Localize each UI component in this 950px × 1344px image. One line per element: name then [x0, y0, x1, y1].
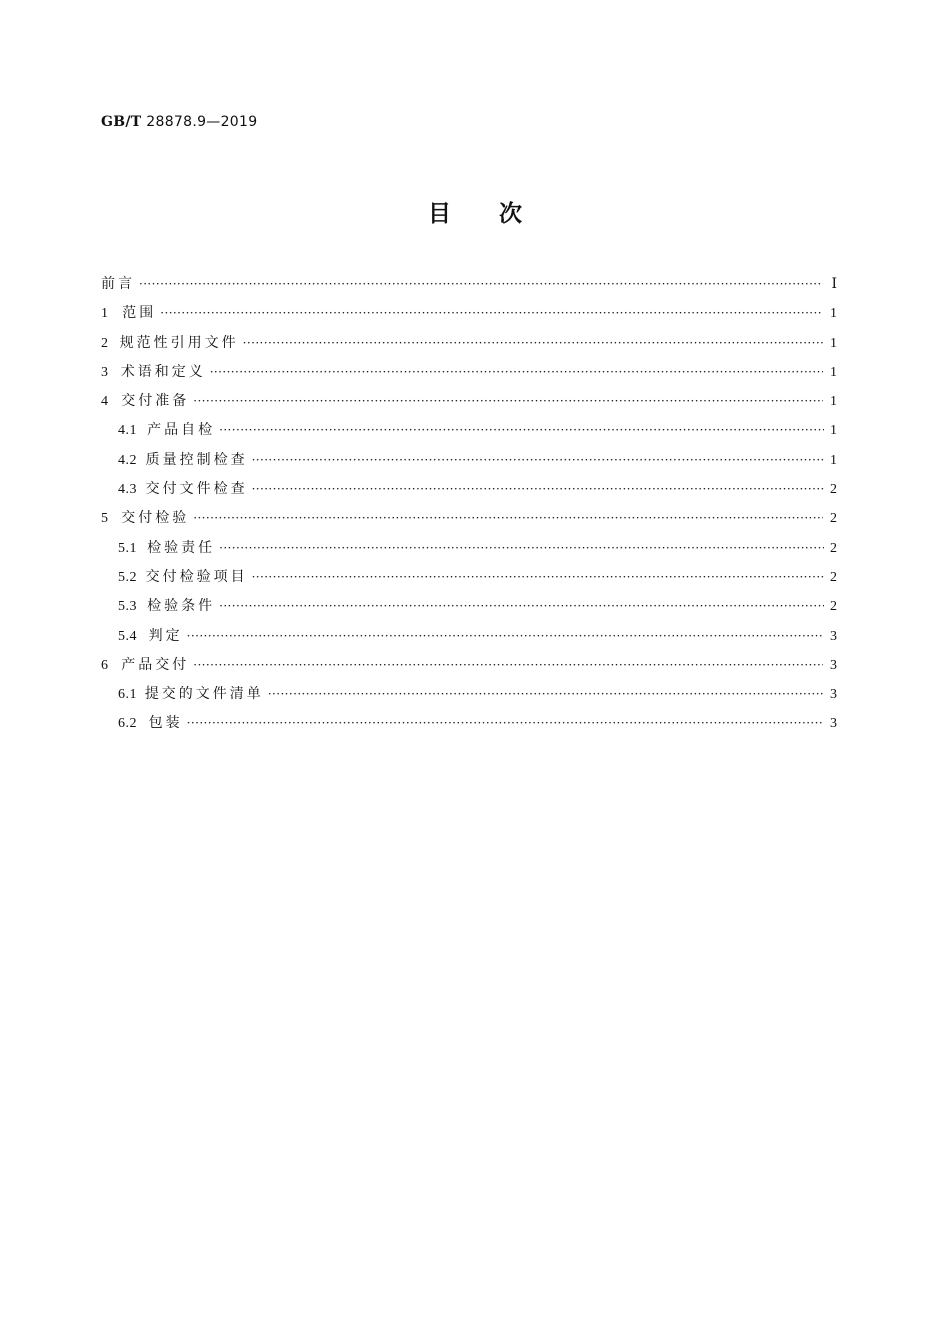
toc-entry-number: 4.2: [118, 452, 137, 468]
toc-leader-dots: [187, 709, 823, 738]
toc-entry-page: 3: [829, 628, 837, 644]
toc-entry-label: 质量控制检查: [145, 451, 248, 468]
toc-entry[interactable]: [101, 416, 837, 445]
standard-code: [101, 114, 257, 130]
toc-entry-label: 交付准备: [121, 393, 190, 410]
toc-entry-number: 5.1: [118, 540, 137, 556]
toc-leader-dots: [219, 416, 823, 445]
toc-entry[interactable]: [101, 329, 837, 358]
standard-number: 28878.9—2019: [146, 114, 258, 130]
standard-prefix: GB/T: [101, 114, 142, 130]
toc-leader-dots: [252, 563, 824, 592]
toc-leader-dots: [210, 358, 824, 387]
toc-entry-page: 1: [830, 335, 837, 351]
toc-entry-page: Ⅰ: [831, 277, 837, 292]
toc-entry-page: 1: [830, 423, 837, 439]
toc-leader-dots: [243, 329, 824, 358]
table-of-contents: [101, 270, 837, 739]
toc-entry-number: 5.3: [118, 599, 137, 615]
toc-entry-label: 规范性引用文件: [119, 334, 239, 351]
toc-entry-label: 检验条件: [147, 598, 216, 615]
toc-entry-page: 1: [830, 306, 837, 322]
toc-entry[interactable]: [101, 680, 837, 709]
toc-entry[interactable]: [101, 592, 837, 621]
toc-entry-page: 2: [830, 569, 837, 585]
toc-entry-label: 前言: [101, 276, 135, 292]
toc-entry[interactable]: [101, 504, 837, 533]
toc-entry[interactable]: [101, 534, 837, 563]
toc-entry-number: 4.3: [118, 482, 137, 498]
toc-entry-number: 4: [101, 394, 109, 410]
toc-leader-dots: [252, 446, 824, 475]
toc-entry-number: 1: [101, 306, 109, 322]
toc-entry[interactable]: [101, 622, 837, 651]
toc-entry[interactable]: [101, 358, 837, 387]
toc-entry-page: 1: [830, 364, 837, 380]
toc-entry-label: 包装: [148, 715, 183, 732]
toc-entry[interactable]: [101, 563, 837, 592]
toc-entry-number: 6.2: [118, 716, 137, 732]
toc-entry-number: 3: [101, 364, 109, 380]
toc-entry[interactable]: [101, 299, 837, 328]
toc-entry-number: 4.1: [118, 423, 137, 439]
toc-entry-label: 范围: [122, 305, 157, 322]
toc-entry-label: 产品交付: [121, 656, 190, 673]
toc-entry-number: 5: [101, 511, 109, 527]
toc-entry-number: 6.1: [118, 687, 137, 703]
toc-leader-dots: [219, 592, 823, 621]
toc-leader-dots: [193, 387, 823, 416]
toc-leader-dots: [160, 299, 823, 328]
toc-entry[interactable]: [101, 270, 837, 299]
toc-entry-number: 5.4: [118, 628, 137, 644]
toc-entry-label: 检验责任: [147, 539, 216, 556]
toc-leader-dots: [219, 534, 823, 563]
toc-entry-label: 术语和定义: [120, 363, 206, 380]
toc-entry-number: 5.2: [118, 569, 137, 585]
toc-leader-dots: [252, 475, 824, 504]
page-title: 目次: [428, 201, 570, 227]
toc-entry-page: 2: [830, 540, 837, 556]
toc-entry-page: 3: [829, 716, 837, 732]
toc-entry-label: 产品自检: [147, 422, 216, 439]
toc-leader-dots: [193, 651, 823, 680]
toc-entry-label: 交付检验: [121, 510, 190, 527]
toc-entry-page: 3: [830, 687, 837, 703]
toc-entry[interactable]: [101, 709, 837, 738]
toc-entry[interactable]: [101, 475, 837, 504]
toc-entry-label: 提交的文件清单: [144, 686, 264, 703]
toc-leader-dots: [193, 504, 823, 533]
toc-entry-page: 1: [829, 394, 837, 410]
toc-entry-label: 判定: [148, 627, 183, 644]
toc-entry-page: 1: [830, 452, 837, 468]
toc-leader-dots: [187, 622, 823, 651]
toc-entry[interactable]: [101, 387, 837, 416]
toc-entry-label: 交付检验项目: [145, 568, 248, 585]
toc-leader-dots: [139, 270, 823, 299]
toc-leader-dots: [268, 680, 824, 709]
toc-entry-number: 2: [101, 335, 109, 351]
toc-entry-number: 6: [101, 657, 109, 673]
toc-entry-page: 2: [829, 511, 837, 527]
toc-entry-page: 2: [830, 482, 837, 498]
toc-entry[interactable]: [101, 651, 837, 680]
toc-entry-label: 交付文件检查: [145, 481, 248, 498]
toc-entry[interactable]: [101, 446, 837, 475]
toc-entry-page: 2: [830, 599, 837, 615]
toc-entry-page: 3: [829, 657, 837, 673]
